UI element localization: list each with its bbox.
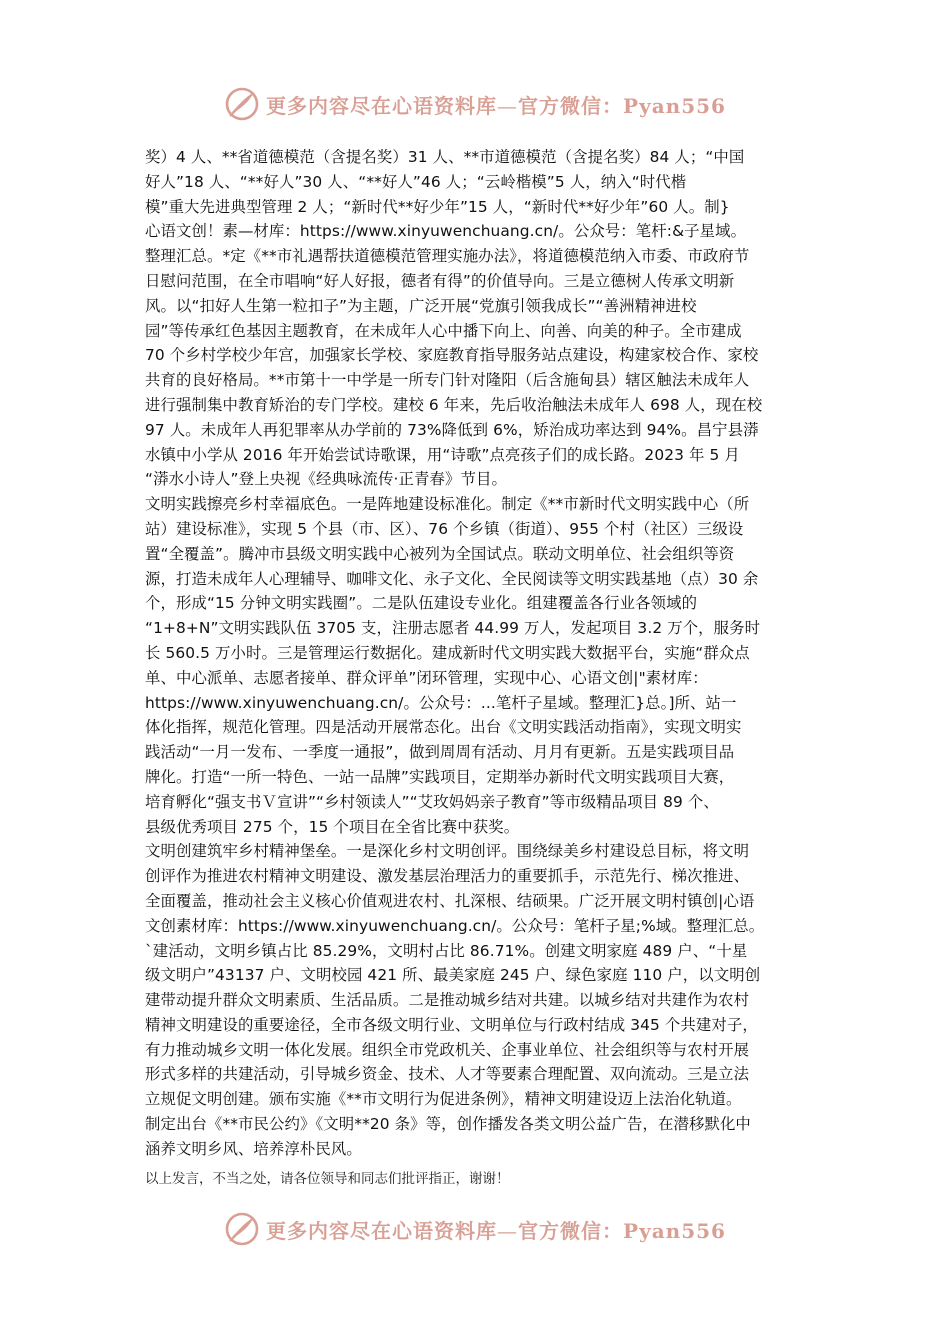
text-line: 长 560.5 万小时。三是管理运行数据化。建成新时代文明实践大数据平台，实施“群众点 xyxy=(145,643,750,662)
text-line: 模”重大先进典型管理 2 人；“新时代**好少年”15 人，“新时代**好少年”60 人。制} xyxy=(145,197,730,216)
text-line: 水镇中小学从 2016 年开始尝试诗歌课，用“诗歌”点亮孩子们的成长路。2023 年 5 月 xyxy=(145,445,740,464)
text-line: 践活动“一月一发布、一季度一通报”，做到周周有活动、月月有更新。五是实践项目品 xyxy=(145,743,735,762)
text-line: 置“全覆盖”。腾冲市县级文明实践中心被列为全国试点。联动文明单位、社会组织等资 xyxy=(145,544,735,563)
text-line: `建活动，文明乡镇占比 85.29%，文明村占比 86.71%。创建文明家庭 489 户、“十星 xyxy=(145,941,748,960)
text-line: 97 人。未成年人再犯罪率从办学前的 73%降低到 6%，矫治成功率达到 94%。昌宁县漭 xyxy=(145,420,759,439)
text-line: 培育孵化“强支书Ｖ宣讲”“乡村领读人”“艾玫妈妈亲子教育”等市级精品项目 89 个、 xyxy=(145,792,719,811)
text-line: 牌化。打造“一所一特色、一站一品牌”实践项目，定期举办新时代文明实践项目大赛， xyxy=(145,767,735,786)
text-line: 文创素材库：https://www.xinyuwenchuang.cn/。公众号：笔杆子星;%域。整理汇总。 xyxy=(145,916,765,935)
text-line: 好人”18 人、“**好人”30 人、“**好人”46 人；“云岭楷模”5 人，纳入“时代楷 xyxy=(145,172,687,191)
text-line: 建带动提升群众文明素质、生活品质。二是推动城乡结对共建。以城乡结对共建作为农村 xyxy=(145,991,750,1010)
text-line: 70 个乡村学校少年宫，加强家长学校、家庭教育指导服务站点建设，构建家校合作、家校 xyxy=(145,346,759,365)
text-line: 个，形成“15 分钟文明实践圈”。二是队伍建设专业化。组建覆盖各行业各领域的 xyxy=(145,594,698,613)
closing-remark: 以上发言，不当之处，请各位领导和同志们批评指正，谢谢！ xyxy=(145,1171,510,1187)
text-line: “1+8+N”文明实践队伍 3705 支，注册志愿者 44.99 万人，发起项目 3.2 万个，服务时 xyxy=(145,619,761,638)
text-line: 风。以“扣好人生第一粒扣子”为主题，广泛开展“党旗引领我成长”“善洲精神进校 xyxy=(145,296,697,315)
paragraph-moral-models xyxy=(145,145,810,492)
text-line: 奖）4 人、**省道德模范（含提名奖）31 人、**市道德模范（含提名奖）84 人；“中国 xyxy=(145,148,745,166)
paragraph-civilization-practice xyxy=(145,492,810,839)
text-line: 文明创建筑牢乡村精神堡垒。一是深化乡村文明创评。围绕绿美乡村建设总目标，将文明 xyxy=(145,842,750,861)
text-line: “漭水小诗人”登上央视《经典咏流传·正青春》节目。 xyxy=(145,470,507,489)
footer-banner[interactable] xyxy=(0,1207,950,1251)
body-text xyxy=(145,145,810,1162)
text-line: https://www.xinyuwenchuang.cn/。公众号：...笔杆子星域。整理汇}总。]所、站一 xyxy=(145,693,737,712)
text-line: 心语文创！素—材库：https://www.xinyuwenchuang.cn/。公众号：笔杆:&子星域。 xyxy=(145,222,747,241)
text-line: 制定出台《**市民公约》《文明**20 条》等，创作播发各类文明公益广告，在潜移默化中 xyxy=(145,1115,751,1134)
header-banner[interactable] xyxy=(0,82,950,126)
text-line: 日慰问范围，在全市唱响“好人好报，德者有得”的价值导向。三是立德树人传承文明新 xyxy=(145,271,735,290)
text-line: 共育的良好格局。**市第十一中学是一所专门针对隆阳（后含施甸县）辖区触法未成年人 xyxy=(145,371,750,390)
text-line: 县级优秀项目 275 个，15 个项目在全省比赛中获奖。 xyxy=(145,817,520,836)
paragraph-civilization-creation xyxy=(145,839,810,1161)
text-line: 精神文明建设的重要途径，全市各级文明行业、文明单位与行政村结成 345 个共建对子， xyxy=(145,1015,758,1034)
text-line: 单、中心派单、志愿者接单、群众评单”闭环管理，实现中心、心语文创|"素材库： xyxy=(145,668,708,687)
text-line: 文明实践擦亮乡村幸福底色。一是阵地建设标准化。制定《**市新时代文明实践中心（所 xyxy=(145,495,750,514)
text-line: 涵养文明乡风、培养淳朴民风。 xyxy=(145,1139,362,1158)
text-line: 级文明户”43137 户、文明校园 421 所、最美家庭 245 户、绿色家庭 110 户，以文明创 xyxy=(145,966,761,985)
text-line: 创评作为推进农村精神文明建设、激发基层治理活力的重要抓手，示范先行、梯次推进、 xyxy=(145,867,750,886)
text-line: 全面覆盖，推动社会主义核心价值观进农村、扎深根、结硕果。广泛开展文明村镇创|心语 xyxy=(145,891,755,910)
text-line: 有力推动城乡文明一体化发展。组织全市党政机关、企事业单位、社会组织等与农村开展 xyxy=(145,1040,750,1059)
text-line: 体化指挥，规范化管理。四是活动开展常态化。出台《文明实践活动指南》，实现文明实 xyxy=(145,718,742,737)
text-line: 立规促文明创建。颁布实施《**市文明行为促进条例》，精神文明建设迈上法治化轨道。 xyxy=(145,1090,742,1109)
footer-banner-text: 更多内容尽在心语资料库—官方微信：Pyan556 xyxy=(266,1218,726,1243)
header-banner-text: 更多内容尽在心语资料库—官方微信：Pyan556 xyxy=(266,93,726,118)
quill-logo-icon xyxy=(224,86,260,122)
text-line: 整理汇总。*定《**市礼遇帮扶道德模范管理实施办法》，将道德模范纳入市委、市政府节 xyxy=(145,247,750,266)
text-line: 形式多样的共建活动，引导城乡资金、技术、人才等要素合理配置、双向流动。三是立法 xyxy=(145,1065,750,1084)
text-line: 进行强制集中教育矫治的专门学校。建校 6 年来，先后收治触法未成年人 698 人，现在校 xyxy=(145,395,763,414)
text-line: 园”等传承红色基因主题教育，在未成年人心中播下向上、向善、向美的种子。全市建成 xyxy=(145,321,742,340)
text-line: 源，打造未成年人心理辅导、咖啡文化、永子文化、全民阅读等文明实践基地（点）30 余 xyxy=(145,569,759,588)
quill-logo-icon xyxy=(224,1211,260,1247)
text-line: 站）建设标准》，实现 5 个县（市、区）、76 个乡镇（街道）、955 个村（社区）三级设 xyxy=(145,519,744,538)
